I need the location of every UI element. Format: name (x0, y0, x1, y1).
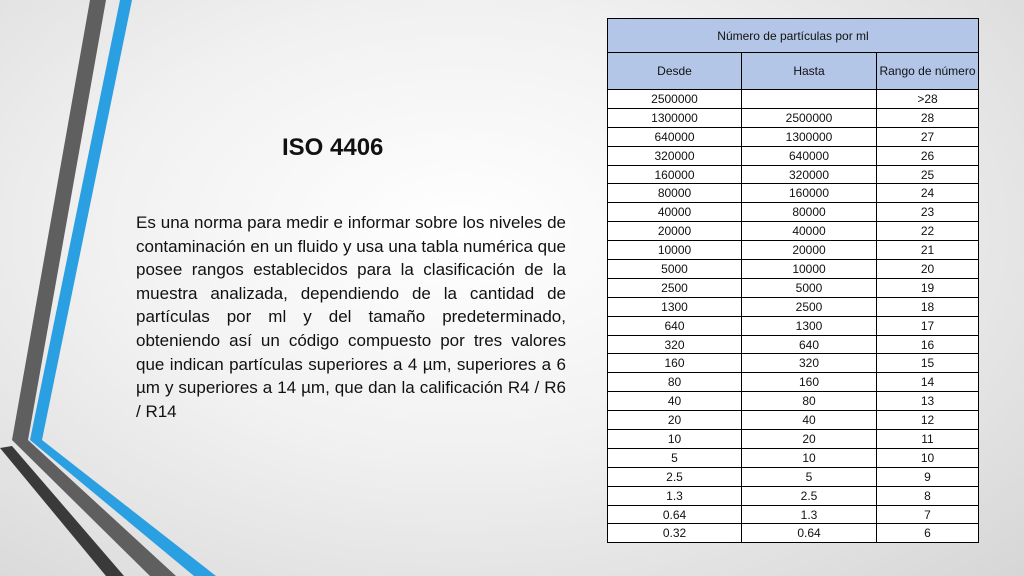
table-row (608, 278, 979, 297)
cell-rango: 15 (877, 354, 979, 373)
cell-hasta: 40 (742, 411, 877, 430)
cell-hasta: 80 (742, 392, 877, 411)
cell-rango: 14 (877, 373, 979, 392)
cell-rango: >28 (877, 90, 979, 109)
table-row (608, 90, 979, 109)
table-row (608, 316, 979, 335)
cell-rango: 28 (877, 108, 979, 127)
cell-desde: 320 (608, 335, 742, 354)
cell-desde: 320000 (608, 146, 742, 165)
cell-hasta: 160000 (742, 184, 877, 203)
cell-rango: 19 (877, 278, 979, 297)
cell-hasta: 0.64 (742, 524, 877, 543)
cell-rango: 6 (877, 524, 979, 543)
table-row (608, 505, 979, 524)
iso-4406-table (607, 18, 979, 543)
table-row (608, 335, 979, 354)
table-row (608, 392, 979, 411)
cell-hasta: 1300000 (742, 127, 877, 146)
cell-rango: 24 (877, 184, 979, 203)
table-group-header: Número de partículas por ml (608, 19, 979, 53)
cell-hasta: 20 (742, 430, 877, 449)
cell-desde: 20000 (608, 222, 742, 241)
cell-hasta: 10 (742, 448, 877, 467)
cell-rango: 25 (877, 165, 979, 184)
cell-hasta (742, 90, 877, 109)
cell-hasta: 2500 (742, 297, 877, 316)
table-row (608, 184, 979, 203)
cell-hasta: 320000 (742, 165, 877, 184)
cell-rango: 23 (877, 203, 979, 222)
cell-hasta: 80000 (742, 203, 877, 222)
cell-hasta: 5 (742, 467, 877, 486)
table-row (608, 260, 979, 279)
cell-desde: 10000 (608, 241, 742, 260)
cell-hasta: 160 (742, 373, 877, 392)
table-row (608, 203, 979, 222)
slide-body-text: Es una norma para medir e informar sobre los niveles de contaminación en un fluido y usa una tabla numérica que posee rangos establecidos para la clasificación de la muestra analizada, dependiendo de la cantidad de partículas por ml y del tamaño predeterminado, obteniendo así un código compuesto por tres valores que indican partículas superiores a 4 µm, superiores a 6 µm y superiores a 14 µm, que dan la calificación R4 / R6 / R14 (136, 213, 567, 421)
cell-desde: 40000 (608, 203, 742, 222)
cell-desde: 2500000 (608, 90, 742, 109)
cell-rango: 17 (877, 316, 979, 335)
table-row (608, 146, 979, 165)
cell-rango: 9 (877, 467, 979, 486)
cell-desde: 80000 (608, 184, 742, 203)
table-row (608, 127, 979, 146)
cell-desde: 640 (608, 316, 742, 335)
table-row (608, 411, 979, 430)
column-header-hasta: Hasta (742, 53, 877, 90)
table-row (608, 241, 979, 260)
cell-desde: 640000 (608, 127, 742, 146)
cell-desde: 5000 (608, 260, 742, 279)
slide-title: ISO 4406 (282, 134, 384, 161)
cell-desde: 20 (608, 411, 742, 430)
cell-hasta: 2.5 (742, 486, 877, 505)
cell-rango: 16 (877, 335, 979, 354)
cell-desde: 1300 (608, 297, 742, 316)
cell-desde: 1.3 (608, 486, 742, 505)
table-row (608, 108, 979, 127)
cell-rango: 27 (877, 127, 979, 146)
table-row (608, 297, 979, 316)
column-header-desde: Desde (608, 53, 742, 90)
cell-rango: 20 (877, 260, 979, 279)
cell-hasta: 5000 (742, 278, 877, 297)
cell-hasta: 1300 (742, 316, 877, 335)
table-body (608, 90, 979, 543)
cell-rango: 8 (877, 486, 979, 505)
cell-hasta: 640 (742, 335, 877, 354)
table-row (608, 524, 979, 543)
cell-desde: 2.5 (608, 467, 742, 486)
cell-hasta: 20000 (742, 241, 877, 260)
cell-desde: 160000 (608, 165, 742, 184)
gray-stripe-upper (12, 0, 106, 440)
table-row (608, 222, 979, 241)
cell-hasta: 2500000 (742, 108, 877, 127)
cell-desde: 40 (608, 392, 742, 411)
cell-hasta: 40000 (742, 222, 877, 241)
column-header-rango: Rango de número (877, 53, 979, 90)
cell-rango: 10 (877, 448, 979, 467)
cell-desde: 5 (608, 448, 742, 467)
cell-rango: 11 (877, 430, 979, 449)
cell-desde: 1300000 (608, 108, 742, 127)
cell-hasta: 1.3 (742, 505, 877, 524)
cell-hasta: 320 (742, 354, 877, 373)
table-row (608, 165, 979, 184)
cell-desde: 2500 (608, 278, 742, 297)
table-row (608, 486, 979, 505)
cell-desde: 160 (608, 354, 742, 373)
table-row (608, 373, 979, 392)
cell-rango: 13 (877, 392, 979, 411)
table-row (608, 430, 979, 449)
cell-rango: 7 (877, 505, 979, 524)
cell-rango: 21 (877, 241, 979, 260)
cell-rango: 26 (877, 146, 979, 165)
cell-hasta: 10000 (742, 260, 877, 279)
cell-desde: 10 (608, 430, 742, 449)
table-row (608, 448, 979, 467)
table-row (608, 467, 979, 486)
cell-rango: 22 (877, 222, 979, 241)
cell-rango: 18 (877, 297, 979, 316)
cell-desde: 0.64 (608, 505, 742, 524)
cell-rango: 12 (877, 411, 979, 430)
cell-desde: 0.32 (608, 524, 742, 543)
table-row (608, 354, 979, 373)
cell-desde: 80 (608, 373, 742, 392)
cell-hasta: 640000 (742, 146, 877, 165)
